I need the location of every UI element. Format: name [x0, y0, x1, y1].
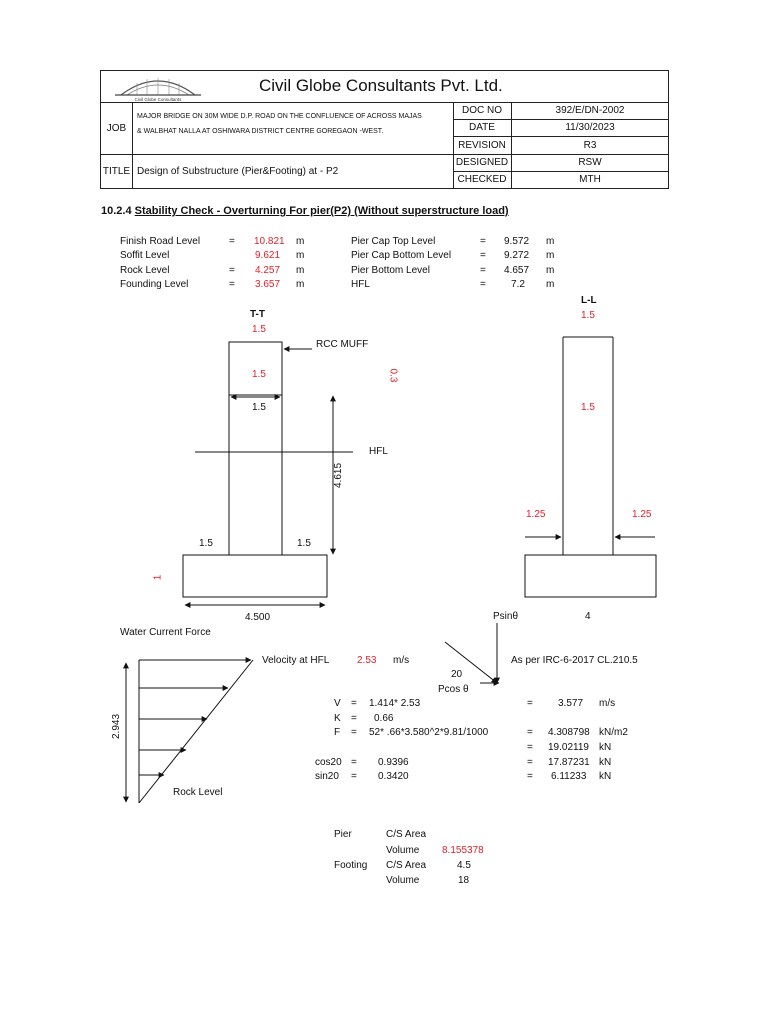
ll-footing-width: 4 [585, 611, 591, 622]
calc-unit: kN [599, 742, 612, 753]
level-label: Pier Cap Bottom Level [351, 250, 452, 261]
level-value: 9.272 [504, 250, 530, 261]
pier-volume-value: 8.155378 [442, 845, 484, 856]
revision-label: REVISION [458, 139, 506, 151]
psin-label: Psinθ [493, 611, 519, 622]
level-value: 4.657 [504, 265, 530, 276]
calc-eq: = [351, 771, 357, 782]
calc-eq: = [351, 698, 357, 709]
ll-left-offset: 1.25 [526, 509, 546, 520]
job-line-2: & WALBHAT NALLA AT OSHIWARA DISTRICT CENTRE GOREGAON -WEST. [137, 128, 384, 135]
job-line-1: MAJOR BRIDGE ON 30M WIDE D.P. ROAD ON THE CONFLUENCE OF ACROSS MAJAS [137, 113, 422, 120]
calc-expr: 1.414* 2.53 [369, 698, 421, 709]
doc-no-label: DOC NO [462, 105, 502, 116]
level-eq: = [480, 279, 486, 290]
calc-unit: kN [599, 757, 612, 768]
calc-eq: = [351, 713, 357, 724]
calc-unit: kN/m2 [599, 727, 628, 738]
company-name: Civil Globe Consultants Pvt. Ltd. [259, 76, 503, 95]
tt-footing-width: 4.500 [245, 612, 271, 623]
level-label: HFL [351, 279, 370, 290]
footing-label: Footing [334, 860, 368, 871]
level-unit: m [296, 250, 305, 261]
level-eq: = [229, 265, 235, 276]
calc-eq: = [351, 727, 357, 738]
level-unit: m [546, 250, 555, 261]
tt-section-label: T-T [250, 309, 265, 320]
pier-cs-label: C/S Area [386, 829, 427, 840]
level-unit: m [296, 265, 305, 276]
calc-unit: kN [599, 771, 612, 782]
level-label: Pier Bottom Level [351, 265, 430, 276]
hfl-label: HFL [369, 446, 388, 457]
pier-width: 1.5 [252, 402, 266, 413]
footing-cs-label: C/S Area [386, 860, 427, 871]
calc-eq2: = [527, 698, 533, 709]
level-unit: m [296, 279, 305, 290]
level-label: Pier Cap Top Level [351, 236, 436, 247]
calc-expr: 0.66 [374, 713, 394, 724]
velocity-label: Velocity at HFL [262, 655, 330, 666]
level-value: 3.657 [255, 279, 281, 290]
calc-eq2: = [527, 727, 533, 738]
tt-footing [183, 555, 327, 597]
pcos-label: Pcos θ [438, 684, 469, 695]
title-label: TITLE [102, 165, 131, 177]
ll-pier-width: 1.5 [581, 402, 595, 413]
level-value: 9.621 [255, 250, 281, 261]
ll-footing [525, 555, 656, 597]
svg-text:Civil Globe Consultants: Civil Globe Consultants [134, 97, 182, 102]
water-depth: 2.943 [111, 713, 123, 740]
level-value: 9.572 [504, 236, 530, 247]
pier-label: Pier [334, 829, 352, 840]
calc-unit: m/s [599, 698, 616, 709]
muff-height: 1.5 [252, 369, 266, 380]
calc-symbol: V [334, 698, 341, 709]
level-value: 4.257 [255, 265, 281, 276]
muff-depth: 0.3 [387, 368, 399, 383]
tt-right-offset: 1.5 [297, 538, 311, 549]
calc-result: 3.577 [558, 698, 584, 709]
velocity-unit: m/s [393, 655, 410, 666]
calc-eq2: = [527, 771, 533, 782]
calc-eq: = [351, 757, 357, 768]
calc-expr: 52* .66*3.580^2*9.81/1000 [369, 727, 489, 738]
ll-right-offset: 1.25 [632, 509, 652, 520]
level-label: Founding Level [120, 279, 189, 290]
calc-symbol: F [334, 727, 341, 738]
revision-value: R3 [583, 139, 597, 151]
velocity-profile-slope [139, 660, 253, 803]
footing-volume-value: 18 [458, 875, 470, 886]
level-eq: = [480, 265, 486, 276]
date-value: 11/30/2023 [565, 122, 615, 133]
level-unit: m [296, 236, 305, 247]
level-eq: = [229, 279, 235, 290]
calc-result: 6.11233 [551, 771, 587, 782]
section-number: 10.2.4 [101, 205, 132, 217]
level-label: Soffit Level [120, 250, 170, 261]
angle-label: 20 [451, 669, 463, 680]
footing-cs-value: 4.5 [457, 860, 471, 871]
level-eq: = [480, 250, 486, 261]
level-eq: = [480, 236, 486, 247]
checked-label: CHECKED [457, 174, 507, 185]
irc-reference: As per IRC-6-2017 CL.210.5 [511, 655, 638, 666]
ll-top-width: 1.5 [581, 310, 595, 321]
level-value: 7.2 [511, 279, 525, 290]
calc-eq2: = [527, 757, 533, 768]
pier-volume-label: Volume [386, 845, 420, 856]
level-unit: m [546, 236, 555, 247]
calc-result: 19.02119 [548, 742, 589, 753]
doc-no-value: 392/E/DN-2002 [555, 105, 625, 116]
designed-label: DESIGNED [455, 157, 509, 168]
designed-value: RSW [578, 157, 602, 168]
pier-height: 4.615 [333, 462, 345, 489]
level-label: Rock Level [120, 265, 170, 276]
calc-symbol: sin20 [315, 771, 339, 782]
calc-result: 4.308798 [548, 727, 590, 738]
ll-section-label: L-L [581, 295, 597, 306]
date-label: DATE [469, 122, 495, 133]
rcc-muff-label: RCC MUFF [316, 339, 369, 350]
section-title: Stability Check - Overturning For pier(P2) (Without superstructure load) [134, 205, 509, 217]
velocity-value: 2.53 [357, 655, 377, 666]
job-label: JOB [106, 122, 127, 134]
calc-result: 17.87231 [548, 757, 590, 768]
level-label: Finish Road Level [120, 236, 201, 247]
footing-volume-label: Volume [386, 875, 420, 886]
tt-top-width: 1.5 [252, 324, 266, 335]
calc-expr: 0.9396 [378, 757, 409, 768]
checked-value: MTH [579, 174, 601, 185]
footing-depth: 1 [152, 574, 164, 581]
water-force-title: Water Current Force [120, 627, 211, 638]
calc-symbol: K [334, 713, 341, 724]
calc-symbol: cos20 [315, 757, 342, 768]
calc-expr: 0.3420 [378, 771, 409, 782]
level-unit: m [546, 279, 555, 290]
calc-eq2: = [527, 742, 533, 753]
level-value: 10.821 [254, 236, 285, 247]
tt-left-offset: 1.5 [199, 538, 213, 549]
title-text: Design of Substructure (Pier&Footing) at - P2 [137, 165, 339, 177]
level-eq: = [229, 236, 235, 247]
level-unit: m [546, 265, 555, 276]
rock-level-label: Rock Level [173, 787, 223, 798]
